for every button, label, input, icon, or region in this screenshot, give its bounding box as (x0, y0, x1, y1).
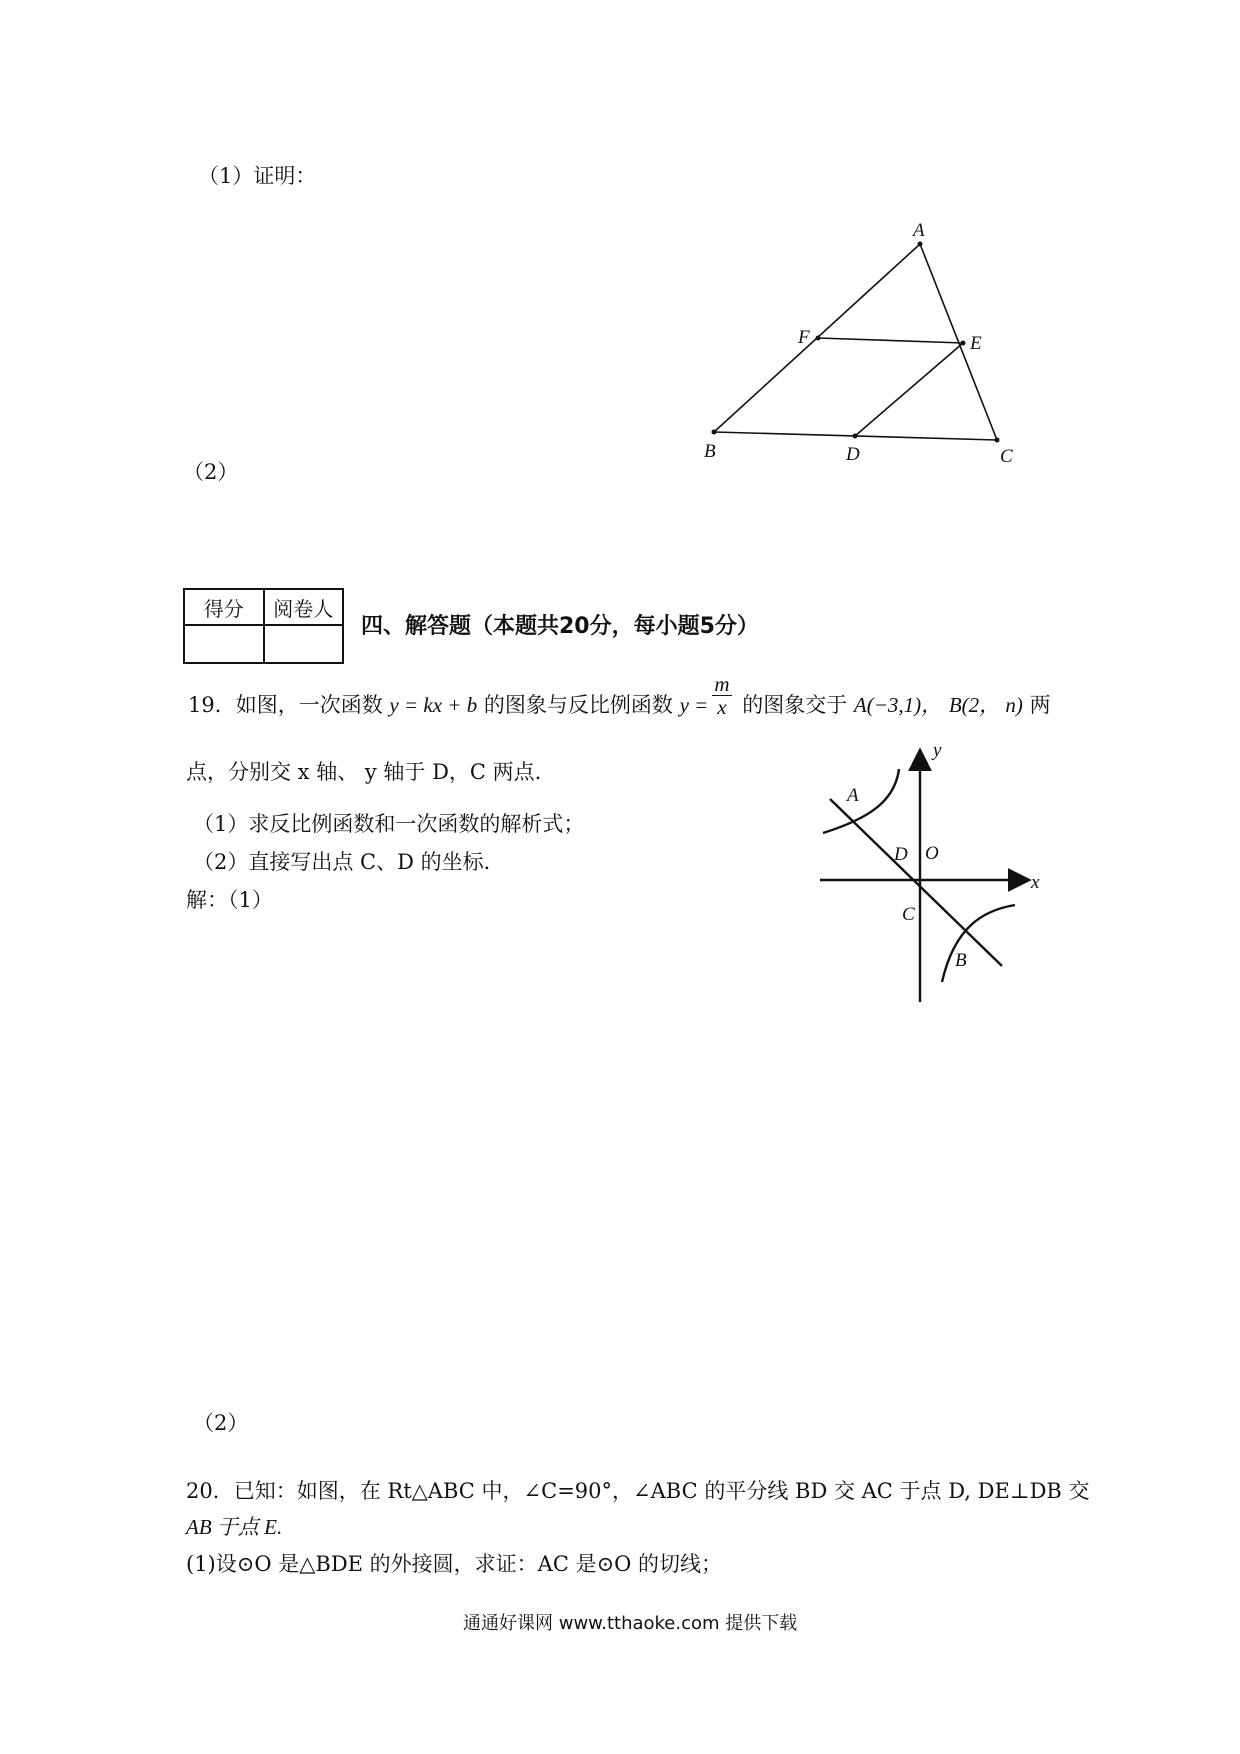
q20-line1: 20．已知：如图，在 Rt△ABC 中，∠C=90°，∠ABC 的平分线 BD 交 AC 于点 D, DE⊥DB 交 (186, 1479, 1090, 1503)
label-origin-O: O (925, 843, 939, 864)
label-point-A: A (847, 785, 859, 806)
label-C: C (1000, 446, 1013, 467)
label-E: E (970, 333, 982, 354)
label-point-B: B (955, 950, 967, 971)
hyperbola-branch-upper (823, 769, 899, 833)
fraction-numerator: m (714, 671, 730, 696)
axis-label-x: x (1031, 872, 1040, 893)
grader-header: 阅卷人 (264, 589, 344, 625)
footer-text: 通通好课网 www.tthaoke.com 提供下载 (463, 1613, 798, 1634)
q20-line3: (1)设⊙O 是△BDE 的外接圆，求证：AC 是⊙O 的切线； (186, 1552, 723, 1576)
q19-pointA: A(−3,1)， (853, 693, 943, 717)
label-D: D (846, 444, 860, 465)
label-A: A (913, 220, 925, 241)
q19-solution-label: 解：（1） (186, 888, 273, 912)
label-point-C: C (902, 904, 915, 925)
q19-mid1: 的图象与反比例函数 (483, 693, 673, 717)
q20-line2: AB 于点 E. (186, 1515, 283, 1539)
q19-part1: （1）求反比例函数和一次函数的解析式； (193, 812, 585, 836)
label-B: B (704, 441, 716, 462)
q18-triangle-figure (690, 215, 1030, 475)
q19-statement-line2: 点，分别交 x 轴、 y 轴于 D，C 两点. (186, 760, 542, 784)
q19-pointB: B(2， n) (948, 693, 1023, 717)
grader-cell[interactable] (264, 625, 344, 663)
label-point-D: D (894, 844, 908, 865)
fraction-denominator: x (717, 695, 727, 719)
score-table (183, 588, 344, 664)
q19-function-graph (805, 740, 1055, 1010)
score-cell[interactable] (184, 625, 264, 663)
segment-FE (818, 338, 963, 343)
axis-label-y: y (933, 740, 942, 761)
label-F: F (798, 327, 810, 348)
segment-ED (855, 343, 963, 436)
q19-mid2: 的图象交于 (742, 693, 848, 717)
linear-function-line (830, 799, 1002, 966)
q19-end1: 两 (1029, 693, 1051, 717)
q19-fraction (712, 673, 731, 718)
q18-part1-label: （1）证明： (198, 164, 317, 188)
section-title: 四、解答题（本题共20分，每小题5分） (361, 614, 759, 639)
q18-part2-label: （2） (183, 460, 239, 484)
q19-part2: （2）直接写出点 C、D 的坐标． (193, 850, 505, 874)
q19-inverse-eq-lhs: y = (679, 693, 709, 717)
q19-intro: 19．如图，一次函数 (188, 693, 383, 717)
q19-part2-label: （2） (193, 1411, 249, 1435)
q19-linear-eq: y = kx + b (389, 693, 478, 717)
score-header: 得分 (184, 589, 264, 625)
q19-statement-line1 (188, 671, 1051, 719)
